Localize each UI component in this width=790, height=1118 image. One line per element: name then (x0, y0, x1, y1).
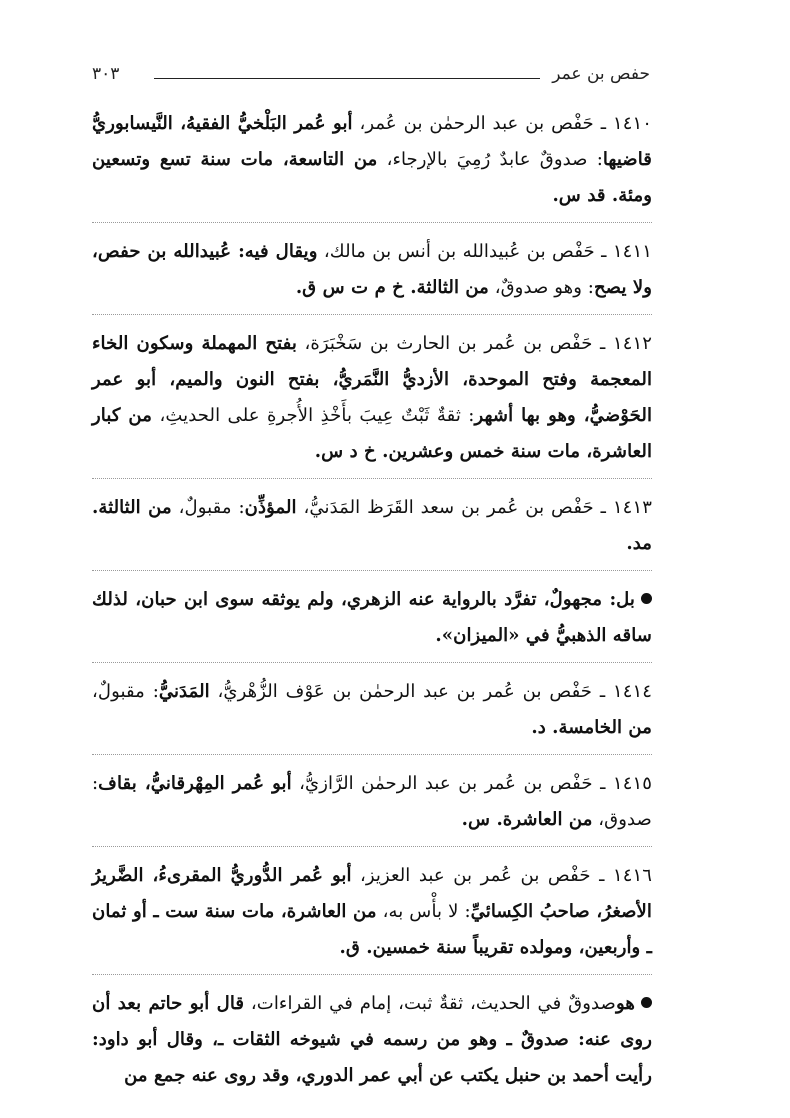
narrator-grade: مقبولٌ، (171, 497, 232, 518)
entry-separator (92, 662, 652, 663)
entry-separator (92, 478, 652, 479)
note-bullet-icon (641, 997, 652, 1008)
entry-dash: ـ (593, 113, 613, 134)
narrator-tier: من التاسعة، مات سنة تسع وتسعين ومئة. قد س. (92, 149, 652, 206)
note-lead: هو (616, 993, 635, 1014)
entry-colon: : (92, 773, 99, 794)
entry-number: ١٤١٥ (612, 773, 652, 794)
header-rule (154, 78, 540, 79)
narrator-name: حَفْص بن عُمر بن الحارث بن سَخْبَرَة، (296, 333, 593, 354)
narrator-tier: من الثالثة. خ م ت س ق. (295, 277, 489, 298)
entry-1413 (92, 490, 652, 562)
entry-dash: ـ (592, 773, 613, 794)
entry-1414 (92, 674, 652, 746)
narrator-name: حَفْص بن عُمر بن عبد العزيز، (351, 865, 591, 886)
entry-separator (92, 314, 652, 315)
entry-number: ١٤١٣ (612, 497, 652, 518)
entry-separator (92, 570, 652, 571)
entry-1416 (92, 858, 652, 966)
narrator-grade: صدوق، (592, 809, 652, 830)
note-text: صدوقٌ في الحديث، ثقةٌ ثبت، إمام في القراءات، (244, 993, 616, 1014)
note-text: بل: مجهولٌ، تفرَّد بالرواية عنه الزهري، ولم يوثقه سوى ابن حبان، لذلك ساقه الذهبيُّ في «الميزان». (92, 589, 652, 646)
narrator-lineage: أبو عُمر الدُّوريُّ المقرىءُ، الضَّريرُ الأصغرُ، صاحبُ الكِسائيِّ (92, 865, 652, 922)
running-header (92, 62, 650, 92)
entry-number: ١٤١٢ (612, 333, 652, 354)
narrator-lineage: أبو عُمر البَلْخيُّ الفقيهُ، النَّيسابوريُّ قاضيها (92, 113, 652, 170)
header-title: حفص بن عمر (552, 64, 650, 84)
entry-dash: ـ (593, 497, 613, 518)
entry-dash: ـ (592, 333, 613, 354)
narrator-name: حَفْص بن عُمر بن عبد الرحمٰن الرَّازيُّ، (291, 773, 593, 794)
entry-dash: ـ (592, 681, 613, 702)
entry-separator (92, 846, 652, 847)
page-number: ٣٠٣ (92, 64, 120, 84)
editor-note (92, 986, 652, 1094)
narrator-grade: مقبولٌ، (92, 681, 145, 702)
editor-note (92, 582, 652, 654)
narrator-lineage: ويقال فيه: عُبيدالله بن حفص، ولا يصح (92, 241, 652, 298)
entry-separator (92, 754, 652, 755)
entry-dash: ـ (594, 241, 613, 262)
narrator-tier: من الثالثة. مد. (92, 497, 652, 554)
entry-1415 (92, 766, 652, 838)
narrator-tier: من العاشرة. س. (461, 809, 593, 830)
narrator-name: حَفْص بن عُمر بن سعد القَرَظ المَدَنيُّ، (296, 497, 594, 518)
entry-dash: ـ (590, 865, 613, 886)
entry-colon: : (144, 681, 159, 702)
page-body (92, 106, 652, 1094)
narrator-lineage: المَدَنيُّ (158, 681, 210, 702)
narrator-name: حَفْص بن عبد الرحمٰن بن عُمر، (352, 113, 594, 134)
narrator-grade: وهو صدوقٌ، (488, 277, 583, 298)
entry-1410 (92, 106, 652, 214)
entry-colon: : (582, 277, 594, 298)
entry-1411 (92, 234, 652, 306)
narrator-name: حَفْص بن عُبيدالله بن أنس بن مالك، (317, 241, 595, 262)
entry-number: ١٤١٦ (612, 865, 652, 886)
entry-colon: : (587, 149, 603, 170)
narrator-lineage: أبو عُمر المِهْرقانيُّ، بقاف (98, 773, 292, 794)
entry-colon: : (231, 497, 245, 518)
narrator-name: حَفْص بن عُمر بن عبد الرحمٰن بن عَوْف الزُّهْريُّ، (209, 681, 593, 702)
narrator-grade: لا بأْس به، (376, 901, 459, 922)
entry-colon: : (458, 901, 471, 922)
entry-number: ١٤١٤ (612, 681, 652, 702)
narrator-tier: من كبار العاشرة، مات سنة خمس وعشرين. خ د س. (92, 405, 652, 462)
entry-separator (92, 222, 652, 223)
narrator-lineage: المؤذِّن (244, 497, 297, 518)
entry-separator (92, 974, 652, 975)
entry-number: ١٤١٠ (612, 113, 652, 134)
entry-number: ١٤١١ (612, 241, 652, 262)
note-bullet-icon (641, 593, 652, 604)
narrator-lineage: بفتح المهملة وسكون الخاء المعجمة وفتح الموحدة، الأزديُّ النَّمَريُّ، بفتح النون والميم، أبو عمر الحَوْضيُّ، وهو بها أشهر (92, 333, 653, 426)
note-text-bold: قال أبو حاتم بعد أن روى عنه: صدوقٌ ـ وهو من رسمه في شيوخه الثقات ـ، وقال أبو داود: رأيت أحمد بن حنبل يكتب عن أبي عمر الدوري، وقد روى عنه جمع من (92, 993, 652, 1086)
entry-colon: : (460, 405, 475, 426)
entry-1412 (92, 326, 652, 470)
narrator-tier: من الخامسة. د. (531, 717, 652, 738)
narrator-grade: صدوقٌ عابدٌ رُمِيَ بالإرجاء، (377, 149, 588, 170)
narrator-grade: ثقةٌ ثَبْتٌ عِيبَ بأَخْذِ الأُجرةِ على الحديثِ، (152, 405, 461, 426)
narrator-tier: من العاشرة، مات سنة ست ـ أو ثمان ـ وأربعين، ومولده تقريباً سنة خمسين. ق. (92, 901, 652, 958)
